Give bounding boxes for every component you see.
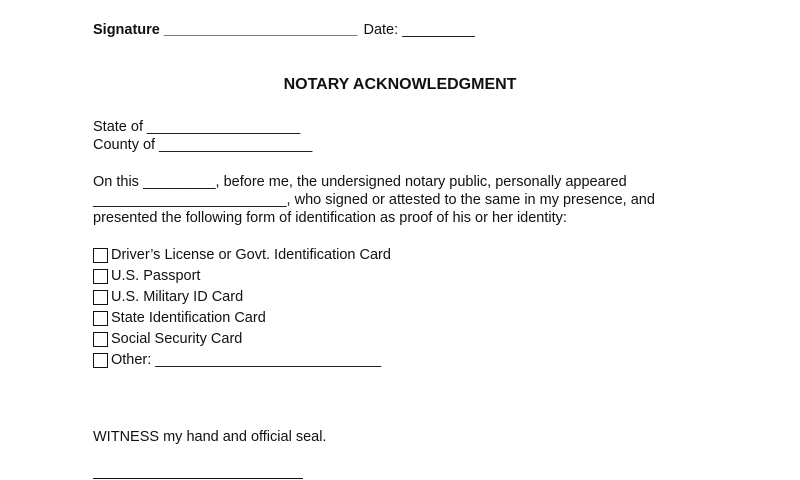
state-blank[interactable]: ___________________: [147, 119, 301, 135]
checkbox[interactable]: [93, 269, 108, 284]
checkbox[interactable]: [93, 311, 108, 326]
cut-off-text-top: [93, 0, 97, 8]
id-option-label: U.S. Military ID Card: [111, 289, 244, 305]
paragraph-line-1: On this _________, before me, the undersigned notary public, personally appeared: [93, 174, 627, 190]
id-option-label: Other: ____________________________: [111, 352, 382, 368]
state-label: State of: [93, 119, 143, 135]
checkbox[interactable]: [93, 332, 108, 347]
id-option-social-security[interactable]: [93, 330, 242, 348]
id-option-label: Driver’s License or Govt. Identification Card: [111, 247, 391, 263]
witness-text: WITNESS my hand and official seal.: [93, 429, 327, 445]
county-line: [93, 136, 312, 154]
signature-blank[interactable]: ________________________: [163, 22, 358, 38]
state-line: [93, 118, 300, 136]
paragraph-line-3: presented the following form of identification as proof of his or her identity:: [93, 210, 567, 226]
id-option-label: U.S. Passport: [111, 268, 201, 284]
county-blank[interactable]: ___________________: [159, 137, 313, 153]
notary-signature-line[interactable]: [93, 478, 303, 479]
signature-label: Signature: [93, 22, 160, 38]
id-option-drivers-license[interactable]: [93, 246, 391, 264]
id-option-military-id[interactable]: [93, 288, 243, 306]
county-label: County of: [93, 137, 156, 153]
checkbox[interactable]: [93, 290, 108, 305]
paragraph-line-2: ________________________, who signed or attested to the same in my presence, and: [93, 192, 655, 208]
date-blank[interactable]: _________: [402, 22, 475, 38]
id-option-other[interactable]: [93, 351, 381, 369]
id-option-label: Social Security Card: [111, 331, 243, 347]
date-label: Date:: [363, 22, 399, 38]
checkbox[interactable]: [93, 248, 108, 263]
id-option-state-id[interactable]: [93, 309, 266, 327]
signature-line: [93, 21, 475, 39]
checkbox[interactable]: [93, 353, 108, 368]
id-option-us-passport[interactable]: [93, 267, 200, 285]
page-title: NOTARY ACKNOWLEDGMENT: [283, 76, 517, 93]
id-option-label: State Identification Card: [111, 310, 266, 326]
